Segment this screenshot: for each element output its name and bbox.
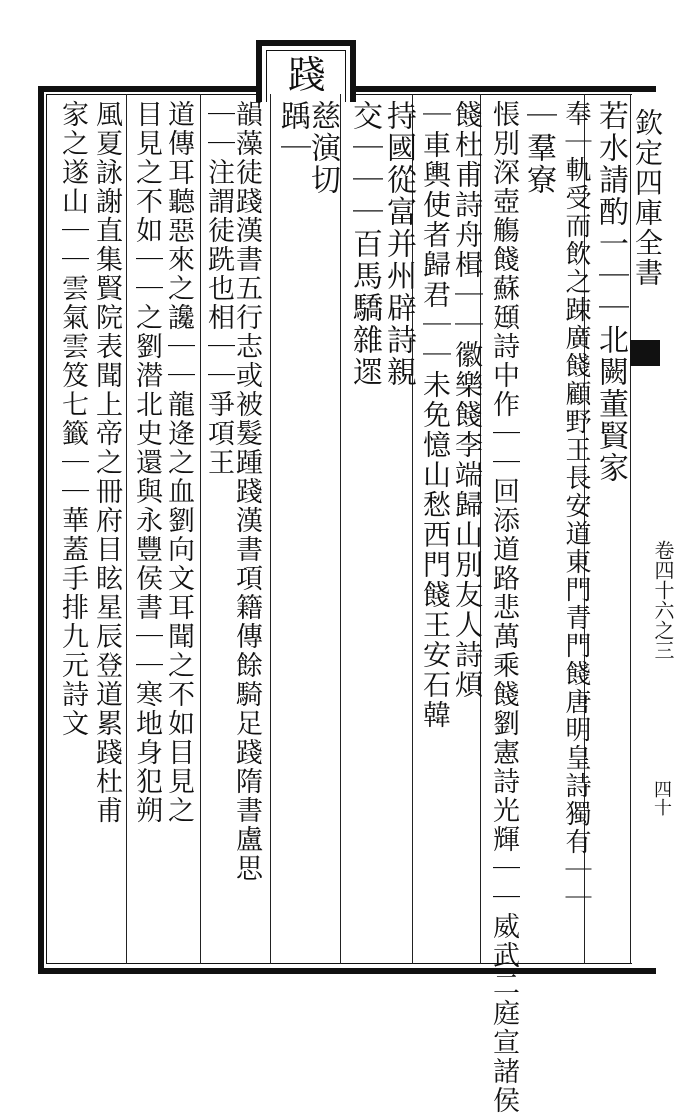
column-rule bbox=[270, 94, 271, 964]
text-column-12: ｜｜注謂徒跣也相｜｜爭項王 bbox=[203, 100, 234, 477]
heading-character: 踐 bbox=[287, 53, 326, 97]
text-column-2: 奉｜軌受而飲之踈廣餞顧野王長安道東門青門餞唐明皇詩獨有｜｜ bbox=[561, 100, 591, 912]
edge-fishtail-mark bbox=[630, 340, 660, 366]
edge-book-title: 欽定四庫全書 bbox=[631, 108, 664, 288]
text-column-16: 家之遂山｜｜雲氣雲笈七籤｜｜華蓋手排九元詩文 bbox=[57, 100, 88, 738]
text-column-11: 韻藻徒踐漢書五行志或被髮踵踐漢書項籍傳餘騎足踐隋書盧思 bbox=[231, 100, 262, 883]
text-column-14: 目見之不如｜｜之劉潜北史還與永豐侯書｜｜寒地身犯朔 bbox=[131, 100, 162, 825]
text-column-15: 風夏詠謝直集賢院表聞上帝之冊府目眩星辰登道累踐杜甫 bbox=[91, 100, 122, 825]
text-column-1: 若水請酌一｜｜北闕董賢家 bbox=[593, 100, 628, 484]
text-column-9: 慈演切 bbox=[305, 100, 340, 196]
edge-page-number: 四十 bbox=[651, 780, 672, 816]
column-rule bbox=[126, 94, 127, 964]
text-column-7: 持國從富并州辟詩親 bbox=[381, 100, 416, 388]
text-column-5: 餞杜甫詩舟楫｜｜徽樂餞李端歸山別友人詩煩 bbox=[451, 100, 484, 700]
text-column-10: 踽｜ bbox=[275, 100, 310, 164]
text-column-6: ｜車輿使者歸君｜｜未免憶山愁西門餞王安石韓 bbox=[419, 100, 452, 730]
column-rule bbox=[200, 94, 201, 964]
text-column-3: ｜羣寮 bbox=[521, 100, 556, 196]
text-column-13: 道傳耳聽惡來之讒｜｜龍逄之血劉向文耳聞之不如目見之 bbox=[163, 100, 194, 825]
column-rule bbox=[340, 94, 341, 964]
text-column-8: 交｜｜｜百馬驕雜遝 bbox=[347, 100, 382, 388]
edge-volume-label: 卷四十六之三 bbox=[651, 540, 675, 660]
text-column-4: 悵別深壺觴餞蘇頲詩中作｜｜回添道路悲萬乘餞劉憲詩光輝｜｜威武二庭宣諸侯 bbox=[488, 100, 519, 1115]
